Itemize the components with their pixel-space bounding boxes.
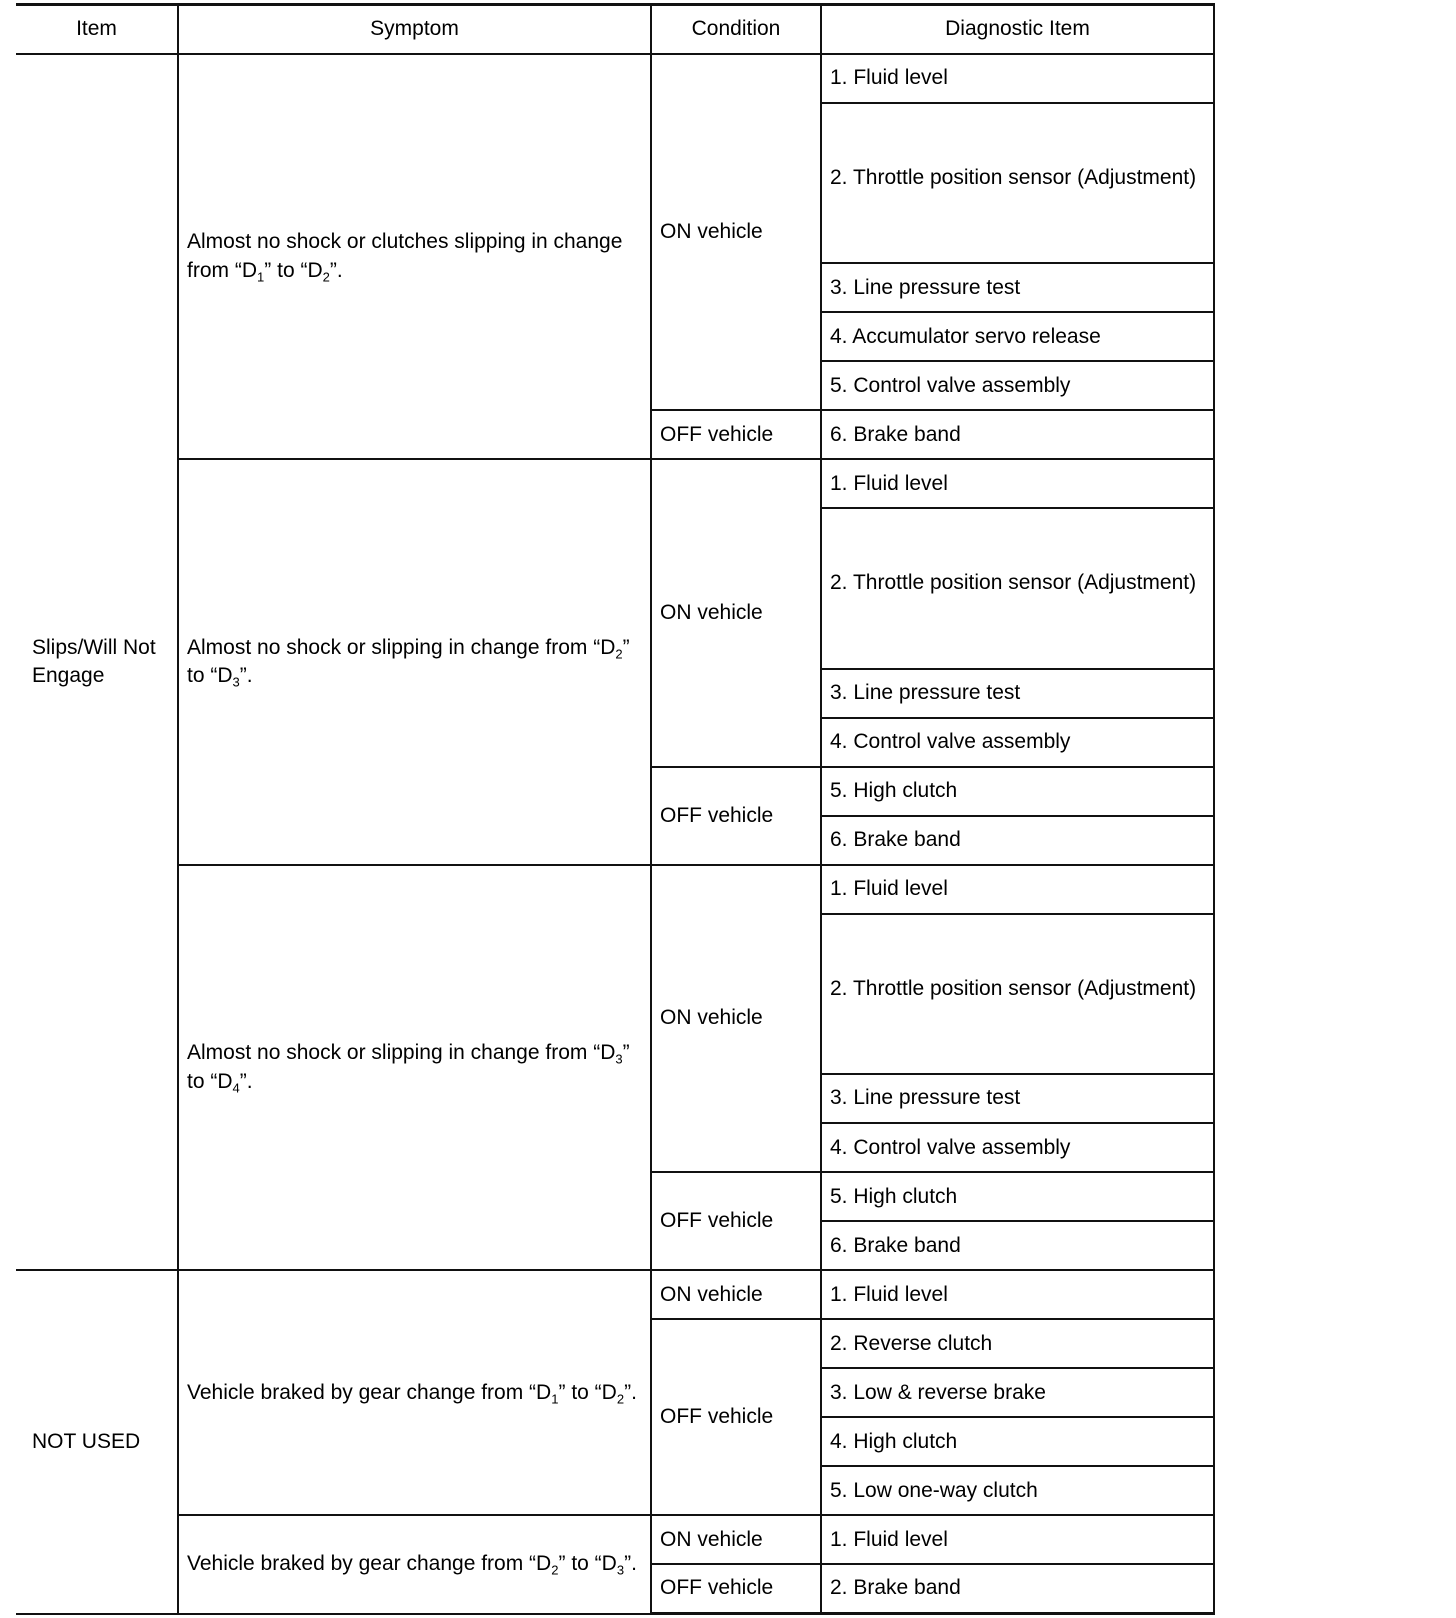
quote-open: “ xyxy=(593,1041,601,1065)
gear-letter: D xyxy=(536,1552,552,1576)
diagnostic-cell: 5. Control valve assembly xyxy=(821,361,1214,410)
quote-close: ”. xyxy=(239,664,253,688)
symptom-cell-d3-d4 xyxy=(178,865,651,1270)
gear-subscript: 2 xyxy=(551,1562,559,1578)
gear-letter: D xyxy=(600,635,616,659)
diagnostic-cell: 3. Line pressure test xyxy=(821,263,1214,312)
condition-cell-on-vehicle: ON vehicle xyxy=(651,1515,821,1564)
quote-close: ” xyxy=(558,1552,566,1576)
condition-cell-off-vehicle: OFF vehicle xyxy=(651,767,821,865)
diagnostic-cell: 3. Low & reverse brake xyxy=(821,1368,1214,1417)
symptom-cell-braked-d1-d2 xyxy=(178,1270,651,1515)
quote-close: ” xyxy=(264,258,272,282)
item-cell-not-used: NOT USED xyxy=(16,1270,178,1613)
gear-subscript: 1 xyxy=(257,269,265,285)
symptom-cell-d1-d2 xyxy=(178,54,651,459)
symptom-to: to xyxy=(571,1552,589,1576)
condition-cell-off-vehicle: OFF vehicle xyxy=(651,1319,821,1515)
diagnostic-cell: 6. Brake band xyxy=(821,1221,1214,1270)
header-condition: Condition xyxy=(651,5,821,55)
quote-open: “ xyxy=(210,1069,218,1093)
header-row xyxy=(16,5,1214,55)
quote-open: “ xyxy=(529,1380,537,1404)
diagnostic-cell: 4. Control valve assembly xyxy=(821,1123,1214,1172)
condition-cell-off-vehicle: OFF vehicle xyxy=(651,410,821,459)
condition-cell-off-vehicle: OFF vehicle xyxy=(651,1172,821,1270)
quote-close: ”. xyxy=(624,1552,637,1576)
quote-close: ” xyxy=(622,635,630,659)
symptom-to: to xyxy=(571,1380,589,1404)
condition-cell-off-vehicle: OFF vehicle xyxy=(651,1564,821,1613)
gear-subscript: 3 xyxy=(616,1562,625,1578)
quote-close: ”. xyxy=(329,258,343,282)
diagnostic-cell: 1. Fluid level xyxy=(821,1515,1214,1564)
diagnostic-cell: 2. Reverse clutch xyxy=(821,1319,1214,1368)
diagnostic-cell: 3. Line pressure test xyxy=(821,669,1214,718)
table-row xyxy=(16,1515,1214,1564)
gear-subscript: 4 xyxy=(232,1080,240,1096)
diagnostic-cell: 1. Fluid level xyxy=(821,1270,1214,1319)
diagnostic-cell: 2. Throttle position sensor (Adjustment) xyxy=(821,103,1214,263)
gear-subscript: 3 xyxy=(232,674,240,690)
item-cell-slips: Slips/Will Not Engage xyxy=(16,54,178,1270)
diagnostic-cell: 2. Throttle position sensor (Adjustment) xyxy=(821,914,1214,1074)
quote-close: ”. xyxy=(624,1380,637,1404)
gear-letter: D xyxy=(600,1041,616,1065)
gear-letter: D xyxy=(217,1069,233,1093)
quote-open: “ xyxy=(594,1380,602,1404)
diagnostic-cell: 4. Accumulator servo release xyxy=(821,312,1214,361)
condition-cell-on-vehicle: ON vehicle xyxy=(651,459,821,766)
symptom-to: to xyxy=(187,1069,205,1093)
quote-close: ” xyxy=(622,1041,630,1065)
diagnostic-cell: 4. Control valve assembly xyxy=(821,718,1214,767)
gear-subscript: 3 xyxy=(615,1051,623,1067)
quote-open: “ xyxy=(593,635,601,659)
symptom-text: Vehicle braked by gear change from xyxy=(187,1552,530,1576)
gear-subscript: 2 xyxy=(322,269,330,285)
symptom-text: Vehicle braked by gear change from xyxy=(187,1380,530,1404)
gear-subscript: 1 xyxy=(551,1391,559,1407)
symptom-text: Almost no shock or slipping in change from xyxy=(187,635,594,659)
gear-subscript: 2 xyxy=(616,1391,625,1407)
gear-subscript: 2 xyxy=(615,646,623,662)
symptom-text: Almost no shock or clutches slipping in change from xyxy=(187,230,623,282)
gear-letter: D xyxy=(601,1380,617,1404)
diagnostic-cell: 4. High clutch xyxy=(821,1417,1214,1466)
condition-cell-on-vehicle: ON vehicle xyxy=(651,865,821,1172)
condition-cell-on-vehicle: ON vehicle xyxy=(651,1270,821,1319)
diagnostic-cell: 6. Brake band xyxy=(821,816,1214,865)
gear-letter: D xyxy=(601,1552,617,1576)
diagnostic-cell: 6. Brake band xyxy=(821,410,1214,459)
symptom-cell-d2-d3 xyxy=(178,459,651,864)
diagnostic-table xyxy=(16,3,1215,1615)
diagnostic-cell: 2. Brake band xyxy=(821,1564,1214,1613)
diagnostic-cell: 1. Fluid level xyxy=(821,54,1214,103)
gear-letter: D xyxy=(241,258,258,282)
symptom-to: to xyxy=(187,664,205,688)
symptom-text: Almost no shock or slipping in change from xyxy=(187,1041,594,1065)
quote-open: “ xyxy=(529,1552,537,1576)
symptom-cell-braked-d2-d3 xyxy=(178,1515,651,1613)
gear-letter: D xyxy=(217,664,233,688)
diagnostic-cell: 2. Throttle position sensor (Adjustment) xyxy=(821,508,1214,668)
quote-open: “ xyxy=(210,664,218,688)
diagnostic-cell: 5. High clutch xyxy=(821,767,1214,816)
header-diagnostic-item: Diagnostic Item xyxy=(821,5,1214,55)
table-row xyxy=(16,865,1214,914)
diagnostic-cell: 3. Line pressure test xyxy=(821,1074,1214,1123)
quote-close: ”. xyxy=(239,1069,253,1093)
diagnostic-cell: 1. Fluid level xyxy=(821,459,1214,508)
quote-close: ” xyxy=(558,1380,566,1404)
table-row xyxy=(16,459,1214,508)
symptom-to: to xyxy=(277,258,295,282)
table-row xyxy=(16,54,1214,103)
quote-open: “ xyxy=(234,258,242,282)
quote-open: “ xyxy=(300,258,308,282)
gear-letter: D xyxy=(536,1380,552,1404)
header-symptom: Symptom xyxy=(178,5,651,55)
table-row xyxy=(16,1270,1214,1319)
condition-cell-on-vehicle: ON vehicle xyxy=(651,54,821,410)
quote-open: “ xyxy=(594,1552,602,1576)
diagnostic-cell: 5. Low one-way clutch xyxy=(821,1466,1214,1515)
diagnostic-cell: 1. Fluid level xyxy=(821,865,1214,914)
header-item: Item xyxy=(16,5,178,55)
diagnostic-cell: 5. High clutch xyxy=(821,1172,1214,1221)
gear-letter: D xyxy=(307,258,323,282)
